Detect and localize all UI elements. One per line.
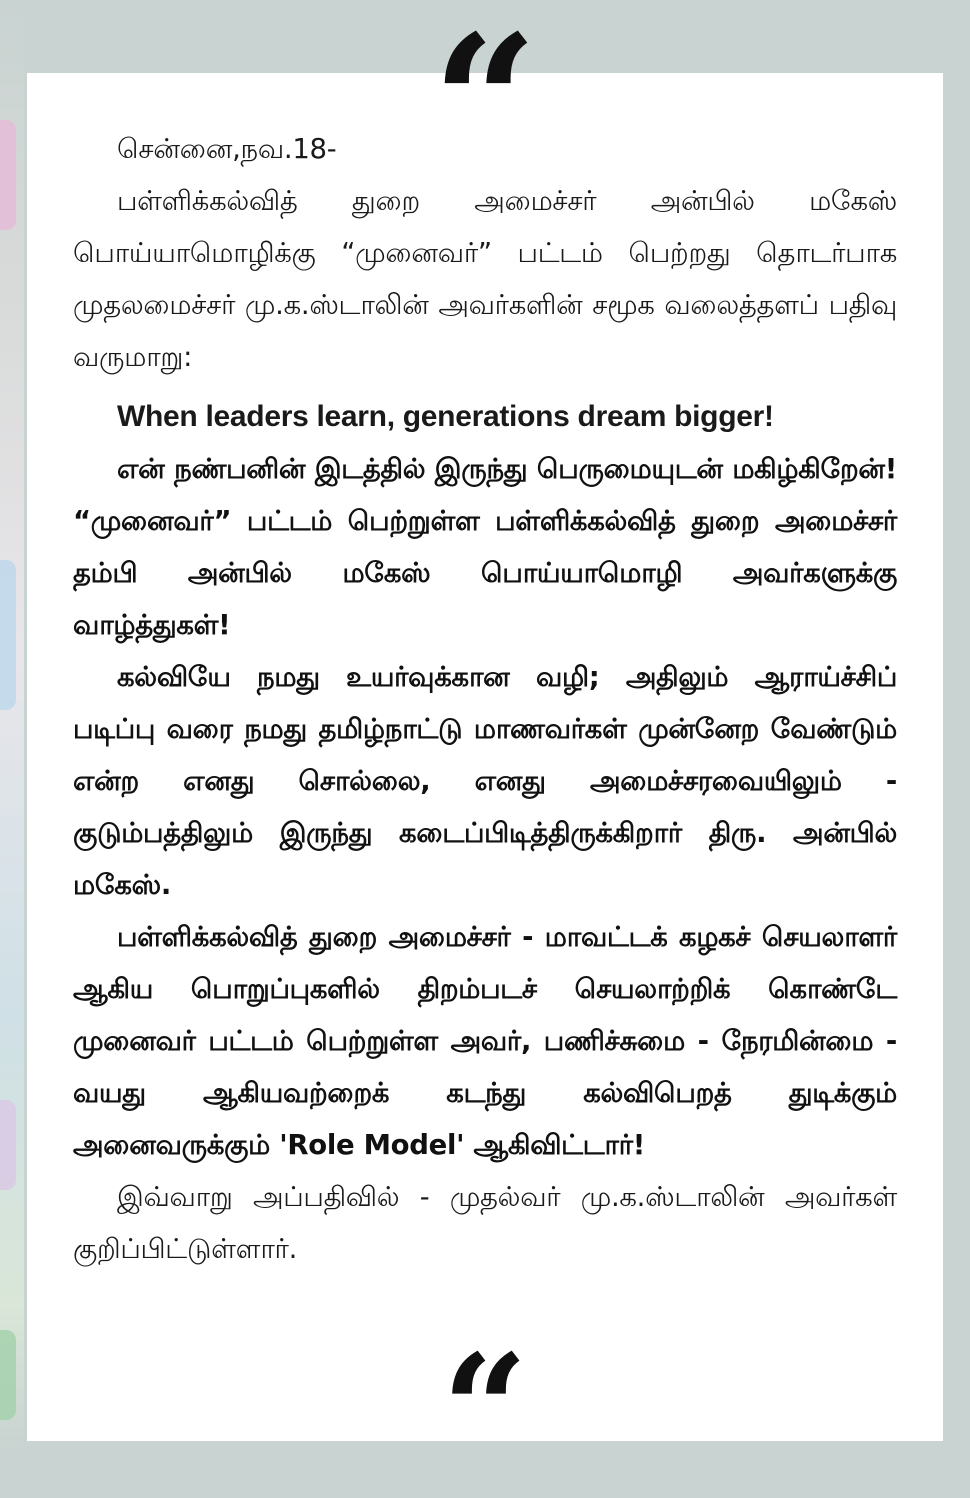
decor-blob — [0, 1100, 16, 1190]
left-edge-decoration — [0, 0, 24, 1450]
decor-blob — [0, 120, 16, 230]
intro-paragraph: பள்ளிக்கல்வித் துறை அமைச்சர் அன்பில் மகேஸ் பொய்யாமொழிக்கு “முனைவர்” பட்டம் பெற்றது தொடர்பாக முதலமைச்சர் மு.க.ஸ்டாலின் அவர்களின் சமூக வலைத்தளப் பதிவு வருமாறு: — [73, 185, 897, 373]
closing-paragraph: இவ்வாறு அப்பதிவில் - முதல்வர் மு.க.ஸ்டாலின் அவர்கள் குறிப்பிட்டுள்ளார். — [73, 1181, 897, 1265]
decor-blob — [0, 560, 16, 710]
body-paragraph: கல்வியே நமது உயர்வுக்கான வழி; அதிலும் ஆராய்ச்சிப் படிப்பு வரை நமது தமிழ்நாட்டு மாணவர்கள் முன்னேற வேண்டும் என்ற எனது சொல்லை, எனது அமைச்சரவையிலும் - குடும்பத்திலும் இருந்து கடைப்பிடித்திருக்கிறார் திரு. அன்பில் மகேஸ். — [73, 661, 897, 901]
dateline: சென்னை,நவ.18- — [117, 133, 337, 165]
english-quote: When leaders learn, generations dream bigger! — [117, 400, 774, 433]
article-card — [27, 0, 943, 1498]
opening-quote-mark: “ — [432, 0, 538, 211]
body-paragraph: என் நண்பனின் இடத்தில் இருந்து பெருமையுடன் மகிழ்கிறேன்! “முனைவர்” பட்டம் பெற்றுள்ள பள்ளிக்கல்வித் துறை அமைச்சர் தம்பி அன்பில் மகேஸ் பொய்யாமொழி அவர்களுக்கு வாழ்த்துகள்! — [73, 453, 897, 641]
body-paragraph: பள்ளிக்கல்வித் துறை அமைச்சர் - மாவட்டக் கழகச் செயலாளர் ஆகிய பொறுப்புகளில் திறம்படச் செயலாற்றிக் கொண்டே முனைவர் பட்டம் பெற்றுள்ள அவர், பணிச்சுமை - நேரமின்மை - வயது ஆகியவற்றைக் கடந்து கல்விபெறத் துடிக்கும் அனைவருக்கும் 'Role Model' ஆகிவிட்டார்! — [73, 921, 897, 1161]
closing-quote-mark: “ — [441, 1322, 529, 1498]
decor-blob — [0, 1330, 16, 1420]
